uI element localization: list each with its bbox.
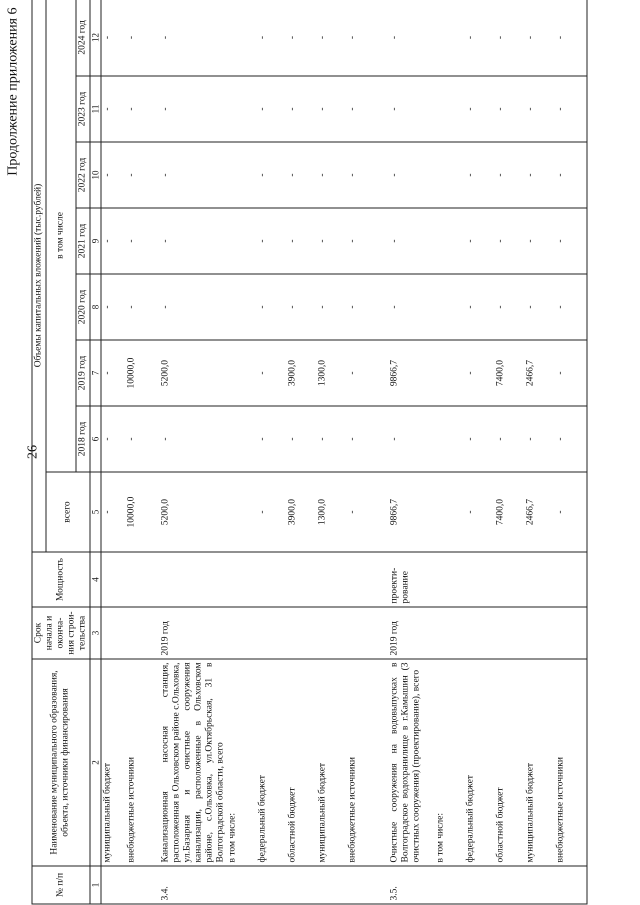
cell-year-value: 9866,7 (388, 340, 434, 406)
cell-year-value: - (316, 406, 346, 472)
table-row (286, 0, 316, 904)
cell-year-value: - (524, 406, 554, 472)
cell-term (100, 607, 125, 659)
cell-year-value (434, 208, 464, 274)
cell-number: 3.4. (159, 866, 227, 904)
cell-year-value: - (388, 76, 434, 142)
cell-name: внебюджетные источники (554, 659, 587, 866)
column-number: 11 (89, 76, 100, 142)
cell-year-value: - (159, 76, 227, 142)
cell-total: 7400,0 (494, 472, 524, 552)
cell-year-value: - (494, 208, 524, 274)
cell-name: федеральный бюджет (464, 659, 494, 866)
cell-year-value: - (388, 0, 434, 76)
cell-name: муниципальный бюджет (100, 659, 125, 866)
cell-number (494, 866, 524, 904)
header-year: 2018 год (75, 406, 89, 472)
cell-name: муниципальный бюджет (316, 659, 346, 866)
cell-year-value: - (464, 142, 494, 208)
header-name: Наименование муниципального образования, объекта, источники финансирования (32, 659, 90, 866)
cell-total: 10000,0 (125, 472, 159, 552)
cell-year-value: - (346, 340, 388, 406)
column-number: 2 (89, 659, 100, 866)
investment-table (31, 0, 587, 905)
cell-term: 2019 год (388, 607, 434, 659)
header-row-1 (32, 0, 46, 904)
cell-year-value (226, 340, 256, 406)
cell-year-value (226, 0, 256, 76)
cell-year-value (434, 274, 464, 340)
header-number: № п/п (32, 866, 90, 904)
cell-term (226, 607, 256, 659)
cell-term (286, 607, 316, 659)
cell-number (434, 866, 464, 904)
cell-year-value (226, 406, 256, 472)
cell-year-value (226, 76, 256, 142)
cell-year-value: - (256, 76, 286, 142)
table-row (100, 0, 125, 904)
cell-total (434, 472, 464, 552)
header-year: 2020 год (75, 274, 89, 340)
cell-capacity (226, 552, 256, 607)
cell-year-value: - (100, 406, 125, 472)
column-number: 6 (89, 406, 100, 472)
cell-number (524, 866, 554, 904)
header-capacity: Мощность (32, 552, 90, 607)
header-total: всего (45, 472, 89, 552)
cell-number (554, 866, 587, 904)
cell-total: 1300,0 (316, 472, 346, 552)
cell-number (286, 866, 316, 904)
header-year: 2022 год (75, 142, 89, 208)
cell-total: - (100, 472, 125, 552)
cell-year-value: - (125, 76, 159, 142)
cell-name: внебюджетные источники (346, 659, 388, 866)
cell-number (346, 866, 388, 904)
header-year: 2023 год (75, 76, 89, 142)
table-row (388, 0, 434, 904)
cell-capacity (286, 552, 316, 607)
header-term: Срок начала и оконча-ния строи-тельства (32, 607, 90, 659)
cell-name: муниципальный бюджет (524, 659, 554, 866)
cell-number (100, 866, 125, 904)
cell-year-value: - (256, 340, 286, 406)
cell-year-value: - (524, 274, 554, 340)
cell-year-value: - (286, 274, 316, 340)
cell-year-value: - (100, 142, 125, 208)
cell-year-value: - (388, 274, 434, 340)
cell-year-value: - (256, 406, 286, 472)
table-row (554, 0, 587, 904)
cell-year-value: - (159, 406, 227, 472)
cell-year-value (226, 208, 256, 274)
cell-year-value: - (256, 0, 286, 76)
cell-number: 3.5. (388, 866, 434, 904)
table-row (226, 0, 256, 904)
cell-year-value: - (388, 406, 434, 472)
cell-year-value: - (464, 76, 494, 142)
cell-name: областной бюджет (494, 659, 524, 866)
cell-capacity (346, 552, 388, 607)
cell-total: 3900,0 (286, 472, 316, 552)
cell-year-value: - (494, 76, 524, 142)
cell-year-value: - (388, 142, 434, 208)
continuation-note: Продолжение приложения 6 (5, 7, 20, 176)
cell-year-value: - (524, 76, 554, 142)
cell-capacity (434, 552, 464, 607)
cell-year-value: - (554, 208, 587, 274)
cell-year-value: - (100, 76, 125, 142)
table-row (434, 0, 464, 904)
cell-number (125, 866, 159, 904)
cell-year-value: - (464, 0, 494, 76)
cell-total: 5200,0 (159, 472, 227, 552)
column-number: 9 (89, 208, 100, 274)
cell-capacity (100, 552, 125, 607)
column-number: 7 (89, 340, 100, 406)
cell-year-value: - (346, 0, 388, 76)
cell-year-value: - (100, 208, 125, 274)
column-number: 12 (89, 0, 100, 76)
cell-year-value: - (346, 208, 388, 274)
cell-name: федеральный бюджет (256, 659, 286, 866)
cell-term (256, 607, 286, 659)
cell-year-value: 1300,0 (316, 340, 346, 406)
page-number: 26 (25, 445, 40, 459)
column-number: 1 (89, 866, 100, 904)
cell-name: в том числе: (434, 659, 464, 866)
cell-year-value: - (346, 274, 388, 340)
cell-total: 2466,7 (524, 472, 554, 552)
cell-year-value: - (554, 0, 587, 76)
cell-name: Канализационная насосная станция, расположенная в Ольховском районе с.Ольховка, ул.Базарная и очистные сооружения канализации, расположенные в Ольховском районе, с.Ольховка, ул.Октябрьская, 31 в Волгоградской области, всего (159, 659, 227, 866)
table-row (316, 0, 346, 904)
cell-year-value: - (100, 340, 125, 406)
cell-year-value (434, 406, 464, 472)
cell-name: Очистные сооружения на водовыпусках в Волгоградское водохранилище в г.Камышин (3 очистных сооружения) (проектирование), всего (388, 659, 434, 866)
cell-year-value: - (286, 142, 316, 208)
cell-year-value (434, 142, 464, 208)
cell-name: областной бюджет (286, 659, 316, 866)
table-row (464, 0, 494, 904)
table-row (346, 0, 388, 904)
cell-term (554, 607, 587, 659)
cell-year-value: - (524, 0, 554, 76)
cell-year-value: - (159, 208, 227, 274)
cell-year-value: - (256, 274, 286, 340)
cell-year-value: - (346, 142, 388, 208)
cell-year-value: - (286, 76, 316, 142)
cell-year-value: - (159, 142, 227, 208)
cell-name: внебюджетные источники (125, 659, 159, 866)
cell-capacity (256, 552, 286, 607)
cell-total: - (256, 472, 286, 552)
column-number: 10 (89, 142, 100, 208)
cell-year-value: - (554, 76, 587, 142)
cell-year-value (434, 76, 464, 142)
table-row (159, 0, 227, 904)
cell-term (524, 607, 554, 659)
column-number: 4 (89, 552, 100, 607)
cell-year-value: - (100, 0, 125, 76)
cell-number (464, 866, 494, 904)
cell-term: 2019 год (159, 607, 227, 659)
cell-term (316, 607, 346, 659)
cell-term (125, 607, 159, 659)
table-row (524, 0, 554, 904)
cell-total: - (464, 472, 494, 552)
cell-year-value: - (125, 208, 159, 274)
cell-year-value: - (388, 208, 434, 274)
table-row (125, 0, 159, 904)
cell-year-value: - (464, 274, 494, 340)
cell-term (494, 607, 524, 659)
cell-year-value: - (346, 76, 388, 142)
cell-year-value: - (316, 0, 346, 76)
cell-year-value: - (159, 0, 227, 76)
cell-year-value: - (554, 274, 587, 340)
cell-capacity (554, 552, 587, 607)
cell-number (226, 866, 256, 904)
cell-year-value: - (554, 340, 587, 406)
cell-year-value: - (256, 208, 286, 274)
cell-term (346, 607, 388, 659)
table-row (256, 0, 286, 904)
cell-capacity (125, 552, 159, 607)
cell-year-value: - (125, 406, 159, 472)
cell-year-value: - (524, 208, 554, 274)
header-year: 2021 год (75, 208, 89, 274)
cell-capacity (524, 552, 554, 607)
cell-year-value: - (100, 274, 125, 340)
column-number: 8 (89, 274, 100, 340)
cell-year-value: - (494, 0, 524, 76)
cell-year-value (226, 142, 256, 208)
cell-year-value: - (125, 0, 159, 76)
cell-number (256, 866, 286, 904)
cell-year-value: - (125, 274, 159, 340)
header-year: 2024 год (75, 0, 89, 76)
cell-year-value: - (554, 142, 587, 208)
cell-year-value: - (286, 208, 316, 274)
table-body (100, 0, 587, 904)
cell-year-value: 7400,0 (494, 340, 524, 406)
cell-total: - (346, 472, 388, 552)
cell-term (434, 607, 464, 659)
cell-year-value: - (316, 76, 346, 142)
cell-year-value: - (464, 340, 494, 406)
cell-number (316, 866, 346, 904)
cell-year-value: - (316, 142, 346, 208)
cell-name: в том числе: (226, 659, 256, 866)
cell-total (226, 472, 256, 552)
cell-year-value: - (464, 208, 494, 274)
cell-capacity (316, 552, 346, 607)
cell-year-value (434, 340, 464, 406)
cell-year-value (226, 274, 256, 340)
cell-year-value: - (554, 406, 587, 472)
cell-year-value: - (125, 142, 159, 208)
cell-year-value: 10000,0 (125, 340, 159, 406)
column-number: 3 (89, 607, 100, 659)
cell-total: 9866,7 (388, 472, 434, 552)
cell-total: - (554, 472, 587, 552)
cell-year-value: - (494, 142, 524, 208)
table-row (494, 0, 524, 904)
cell-year-value: - (524, 142, 554, 208)
cell-capacity (464, 552, 494, 607)
cell-year-value: - (316, 274, 346, 340)
cell-year-value: 2466,7 (524, 340, 554, 406)
cell-year-value: - (256, 142, 286, 208)
cell-year-value: 5200,0 (159, 340, 227, 406)
header-investment: Объемы капитальных вложений (тыс.рублей) (32, 0, 46, 552)
cell-year-value: - (494, 406, 524, 472)
cell-year-value: - (286, 0, 316, 76)
header-year: 2019 год (75, 340, 89, 406)
column-number-row (89, 0, 100, 904)
cell-year-value: - (464, 406, 494, 472)
column-number: 5 (89, 472, 100, 552)
cell-capacity (494, 552, 524, 607)
cell-year-value: 3900,0 (286, 340, 316, 406)
cell-capacity (159, 552, 227, 607)
cell-year-value: - (286, 406, 316, 472)
header-including: в том числе (45, 0, 75, 472)
cell-capacity: проекти-рование (388, 552, 434, 607)
cell-year-value (434, 0, 464, 76)
cell-year-value: - (494, 274, 524, 340)
cell-year-value: - (159, 274, 227, 340)
cell-term (464, 607, 494, 659)
cell-year-value: - (316, 208, 346, 274)
cell-year-value: - (346, 406, 388, 472)
